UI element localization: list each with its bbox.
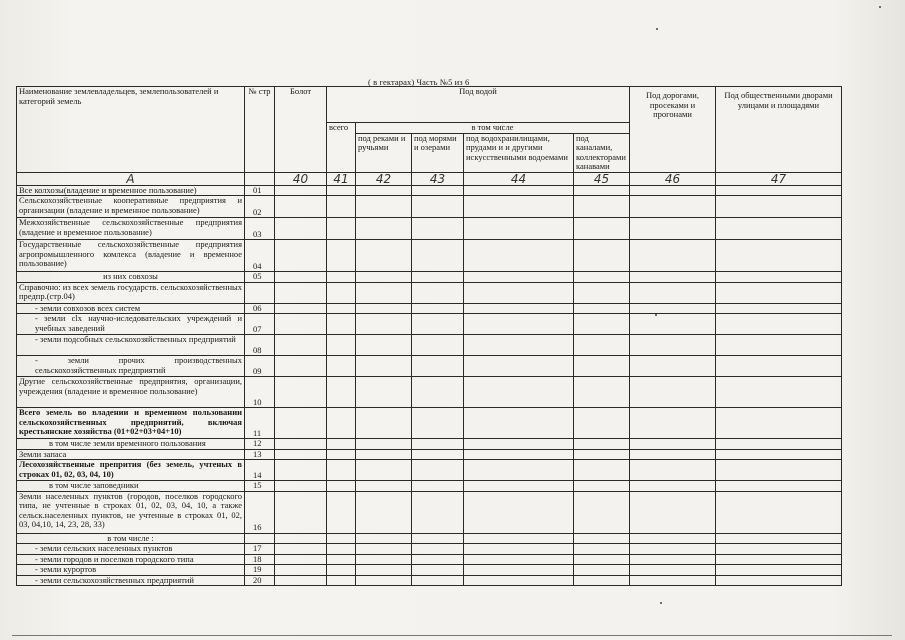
column-number: 45 (574, 172, 630, 185)
data-cell[interactable] (412, 218, 464, 240)
data-cell[interactable] (716, 481, 842, 492)
row-label: Земли населенных пунктов (городов, поселков городского типа, не учтенные в строках 01, 02, 03, 04, 10, а также сельск.населенных пунктов, не учтенные в строках 01, 02, 03, 04,10, 14, 23, 28, 33) (17, 491, 245, 533)
header-row-number: № стр (245, 87, 275, 173)
data-cell[interactable] (356, 449, 412, 460)
data-cell[interactable] (327, 196, 356, 218)
data-cell[interactable] (716, 282, 842, 303)
row-label: Всего земель во владении и временном пользовании сельскохозяйственных предприятий, включая крестьянские хозяйства (01+02+03+04+10) (17, 408, 245, 439)
data-cell[interactable] (716, 533, 842, 544)
row-code: 02 (245, 196, 275, 218)
column-number: 43 (412, 172, 464, 185)
data-cell[interactable] (464, 449, 574, 460)
row-label: Сельскохозяйственные кооперативные предприятия и организации (владение и временное пользование) (17, 196, 245, 218)
header-reservoirs: под водохранилищами, прудами и и другими искусственными водоемами (464, 133, 574, 172)
data-cell[interactable] (464, 335, 574, 356)
data-cell[interactable] (630, 575, 716, 586)
data-cell[interactable] (716, 575, 842, 586)
data-cell[interactable] (574, 196, 630, 218)
data-cell[interactable] (412, 439, 464, 450)
row-code: 07 (245, 314, 275, 335)
data-cell[interactable] (574, 356, 630, 377)
data-cell[interactable] (464, 314, 574, 335)
row-label: - земли подсобных сельскохозяйственных предприятий (17, 335, 245, 356)
data-cell[interactable] (630, 491, 716, 533)
data-cell[interactable] (464, 533, 574, 544)
data-cell[interactable] (574, 575, 630, 586)
column-number: А (17, 172, 245, 185)
data-cell[interactable] (630, 439, 716, 450)
row-label: Другие сельскохозяйственные предприятия, организации, учреждения (владение и временное пользование) (17, 377, 245, 408)
data-cell[interactable] (716, 491, 842, 533)
data-cell[interactable] (574, 449, 630, 460)
row-label: в том числе земли временного пользования (17, 439, 245, 450)
table-row (17, 196, 842, 218)
data-cell[interactable] (574, 282, 630, 303)
data-cell[interactable] (574, 439, 630, 450)
data-cell[interactable] (275, 240, 327, 272)
data-cell[interactable] (327, 575, 356, 586)
column-number-row (17, 172, 842, 185)
row-code: 05 (245, 272, 275, 283)
table-row (17, 303, 842, 314)
data-cell[interactable] (464, 544, 574, 555)
data-cell[interactable] (464, 460, 574, 481)
data-cell[interactable] (412, 575, 464, 586)
data-cell[interactable] (574, 408, 630, 439)
row-code (245, 533, 275, 544)
data-cell[interactable] (327, 240, 356, 272)
data-cell[interactable] (412, 533, 464, 544)
data-cell[interactable] (275, 218, 327, 240)
column-number: 40 (275, 172, 327, 185)
data-cell[interactable] (630, 554, 716, 565)
data-cell[interactable] (464, 565, 574, 576)
data-cell[interactable] (356, 185, 412, 196)
column-number: 42 (356, 172, 412, 185)
header-rivers: под реками и ручьями (356, 133, 412, 172)
table-row (17, 575, 842, 586)
data-cell[interactable] (327, 356, 356, 377)
table-row (17, 533, 842, 544)
data-cell[interactable] (716, 218, 842, 240)
data-cell[interactable] (412, 240, 464, 272)
row-code: 16 (245, 491, 275, 533)
data-cell[interactable] (356, 377, 412, 408)
row-code: 08 (245, 335, 275, 356)
data-cell[interactable] (327, 282, 356, 303)
data-cell[interactable] (464, 185, 574, 196)
table-row (17, 282, 842, 303)
data-cell[interactable] (464, 481, 574, 492)
data-cell[interactable] (275, 377, 327, 408)
data-cell[interactable] (464, 575, 574, 586)
data-cell[interactable] (716, 314, 842, 335)
data-cell[interactable] (574, 533, 630, 544)
data-cell[interactable] (412, 272, 464, 283)
header-including: в том числе (356, 123, 630, 134)
land-statistics-table (16, 86, 842, 586)
data-cell[interactable] (716, 185, 842, 196)
data-cell[interactable] (630, 303, 716, 314)
data-cell[interactable] (327, 314, 356, 335)
table-row (17, 491, 842, 533)
data-cell[interactable] (630, 272, 716, 283)
data-cell[interactable] (630, 449, 716, 460)
data-cell[interactable] (630, 481, 716, 492)
table-row (17, 481, 842, 492)
row-code: 18 (245, 554, 275, 565)
data-cell[interactable] (630, 335, 716, 356)
data-cell[interactable] (327, 460, 356, 481)
data-cell[interactable] (275, 460, 327, 481)
row-label: - земли курортов (17, 565, 245, 576)
data-cell[interactable] (412, 554, 464, 565)
data-cell[interactable] (356, 554, 412, 565)
data-cell[interactable] (412, 544, 464, 555)
row-label: - земли прочих производственных сельскохозяйственных предприятий (17, 356, 245, 377)
data-cell[interactable] (327, 185, 356, 196)
row-label: - земли городов и поселков городского типа (17, 554, 245, 565)
column-number: 44 (464, 172, 574, 185)
data-cell[interactable] (716, 335, 842, 356)
data-cell[interactable] (464, 218, 574, 240)
data-cell[interactable] (275, 565, 327, 576)
data-cell[interactable] (327, 481, 356, 492)
data-cell[interactable] (574, 554, 630, 565)
row-code: 11 (245, 408, 275, 439)
data-cell[interactable] (464, 196, 574, 218)
row-code: 19 (245, 565, 275, 576)
header-under-water: Под водой (327, 87, 630, 123)
data-cell[interactable] (327, 439, 356, 450)
row-code: 04 (245, 240, 275, 272)
data-cell[interactable] (275, 575, 327, 586)
data-cell[interactable] (275, 303, 327, 314)
data-cell[interactable] (327, 544, 356, 555)
table-row (17, 240, 842, 272)
row-label: Государственные сельскохозяйственные предприятия агропромышленного комлекса (владение и временное пользование) (17, 240, 245, 272)
table-row (17, 408, 842, 439)
data-cell[interactable] (275, 196, 327, 218)
row-label: в том числе заповедники (17, 481, 245, 492)
header-swamp: Болот (275, 87, 327, 173)
data-cell[interactable] (716, 565, 842, 576)
data-cell[interactable] (412, 185, 464, 196)
column-number (245, 172, 275, 185)
data-cell[interactable] (574, 377, 630, 408)
row-label: в том числе : (17, 533, 245, 544)
data-cell[interactable] (356, 565, 412, 576)
data-cell[interactable] (327, 533, 356, 544)
data-cell[interactable] (356, 533, 412, 544)
row-code: 20 (245, 575, 275, 586)
data-cell[interactable] (464, 554, 574, 565)
data-cell[interactable] (275, 533, 327, 544)
row-code: 01 (245, 185, 275, 196)
data-cell[interactable] (574, 218, 630, 240)
data-cell[interactable] (574, 314, 630, 335)
row-label: - земли совхозов всех систем (17, 303, 245, 314)
row-label: Земли запаса (17, 449, 245, 460)
data-cell[interactable] (275, 272, 327, 283)
table-row (17, 377, 842, 408)
header-water-total: всего (327, 123, 356, 173)
data-cell[interactable] (630, 196, 716, 218)
table-row (17, 218, 842, 240)
data-cell[interactable] (574, 491, 630, 533)
row-label: - земли сlx научно-иследовательских учреждений и учебных заведений (17, 314, 245, 335)
data-cell[interactable] (275, 185, 327, 196)
data-cell[interactable] (630, 218, 716, 240)
data-cell[interactable] (327, 218, 356, 240)
data-cell[interactable] (356, 544, 412, 555)
row-label: Лесохозяйственные препрития (без земель, учтеных в строках 01, 02, 03, 04, 10) (17, 460, 245, 481)
data-cell[interactable] (327, 272, 356, 283)
data-cell[interactable] (716, 196, 842, 218)
header-seas: под морями и озерами (412, 133, 464, 172)
data-cell[interactable] (412, 282, 464, 303)
row-code: 12 (245, 439, 275, 450)
data-cell[interactable] (275, 356, 327, 377)
data-cell[interactable] (716, 240, 842, 272)
data-cell[interactable] (356, 272, 412, 283)
table-row (17, 185, 842, 196)
table-row (17, 460, 842, 481)
data-cell[interactable] (356, 314, 412, 335)
column-number: 47 (716, 172, 842, 185)
table-row (17, 544, 842, 555)
data-cell[interactable] (464, 408, 574, 439)
data-cell[interactable] (356, 408, 412, 439)
data-cell[interactable] (327, 377, 356, 408)
data-cell[interactable] (275, 481, 327, 492)
data-cell[interactable] (574, 272, 630, 283)
data-cell[interactable] (464, 303, 574, 314)
data-cell[interactable] (630, 460, 716, 481)
data-cell[interactable] (716, 408, 842, 439)
row-label: - земли сельскохозяйственных предприятий (17, 575, 245, 586)
data-cell[interactable] (327, 449, 356, 460)
data-cell[interactable] (356, 356, 412, 377)
data-cell[interactable] (412, 481, 464, 492)
data-cell[interactable] (356, 303, 412, 314)
data-cell[interactable] (275, 282, 327, 303)
table-row (17, 565, 842, 576)
row-code: 09 (245, 356, 275, 377)
data-cell[interactable] (356, 481, 412, 492)
data-cell[interactable] (356, 218, 412, 240)
data-cell[interactable] (574, 303, 630, 314)
data-cell[interactable] (716, 377, 842, 408)
data-cell[interactable] (412, 314, 464, 335)
data-cell[interactable] (412, 408, 464, 439)
data-cell[interactable] (630, 282, 716, 303)
data-cell[interactable] (574, 565, 630, 576)
data-cell[interactable] (356, 460, 412, 481)
header-canals: под каналами, коллекторами канавами (574, 133, 630, 172)
data-cell[interactable] (464, 240, 574, 272)
data-cell[interactable] (464, 491, 574, 533)
row-code (245, 282, 275, 303)
row-code: 10 (245, 377, 275, 408)
table-row (17, 356, 842, 377)
data-cell[interactable] (412, 303, 464, 314)
data-cell[interactable] (412, 491, 464, 533)
column-number: 41 (327, 172, 356, 185)
data-cell[interactable] (275, 408, 327, 439)
data-cell[interactable] (356, 491, 412, 533)
row-code: 14 (245, 460, 275, 481)
data-cell[interactable] (464, 272, 574, 283)
data-cell[interactable] (574, 240, 630, 272)
data-cell[interactable] (327, 303, 356, 314)
table-row (17, 554, 842, 565)
data-cell[interactable] (275, 449, 327, 460)
data-cell[interactable] (630, 377, 716, 408)
data-cell[interactable] (630, 185, 716, 196)
data-cell[interactable] (275, 554, 327, 565)
data-cell[interactable] (716, 449, 842, 460)
data-cell[interactable] (574, 544, 630, 555)
data-cell[interactable] (356, 240, 412, 272)
table-body (17, 185, 842, 586)
data-cell[interactable] (275, 314, 327, 335)
data-cell[interactable] (716, 544, 842, 555)
data-cell[interactable] (275, 335, 327, 356)
column-number: 46 (630, 172, 716, 185)
data-cell[interactable] (356, 335, 412, 356)
data-cell[interactable] (275, 491, 327, 533)
data-cell[interactable] (574, 335, 630, 356)
data-cell[interactable] (464, 439, 574, 450)
data-cell[interactable] (412, 196, 464, 218)
data-cell[interactable] (630, 533, 716, 544)
data-cell[interactable] (464, 282, 574, 303)
row-label: - земли сельских населенных пунктов (17, 544, 245, 555)
data-cell[interactable] (464, 356, 574, 377)
data-cell[interactable] (630, 544, 716, 555)
row-code: 03 (245, 218, 275, 240)
data-cell[interactable] (412, 460, 464, 481)
data-cell[interactable] (716, 439, 842, 450)
data-cell[interactable] (275, 439, 327, 450)
row-code: 17 (245, 544, 275, 555)
row-label: Все колхозы(владение и временное пользование) (17, 185, 245, 196)
data-cell[interactable] (716, 356, 842, 377)
data-cell[interactable] (356, 196, 412, 218)
data-cell[interactable] (716, 272, 842, 283)
data-cell[interactable] (327, 554, 356, 565)
data-cell[interactable] (356, 575, 412, 586)
table-row (17, 314, 842, 335)
data-cell[interactable] (412, 335, 464, 356)
data-cell[interactable] (356, 439, 412, 450)
data-cell[interactable] (630, 314, 716, 335)
data-cell[interactable] (464, 377, 574, 408)
table-row (17, 439, 842, 450)
data-cell[interactable] (630, 240, 716, 272)
data-cell[interactable] (574, 460, 630, 481)
data-cell[interactable] (574, 481, 630, 492)
data-cell[interactable] (716, 554, 842, 565)
data-cell[interactable] (574, 185, 630, 196)
data-cell[interactable] (630, 565, 716, 576)
data-cell[interactable] (327, 491, 356, 533)
table-row (17, 272, 842, 283)
row-code: 13 (245, 449, 275, 460)
data-cell[interactable] (327, 565, 356, 576)
header-name-column: Наименование землевладельцев, землепользователей и категорий земель (17, 87, 245, 173)
header-streets: Под общественными дворами улицами и площадями (716, 87, 842, 173)
data-cell[interactable] (327, 408, 356, 439)
data-cell[interactable] (630, 408, 716, 439)
table-row (17, 449, 842, 460)
data-cell[interactable] (356, 282, 412, 303)
data-cell[interactable] (327, 335, 356, 356)
data-cell[interactable] (412, 449, 464, 460)
data-cell[interactable] (412, 565, 464, 576)
data-cell[interactable] (716, 460, 842, 481)
row-label: Справочно: из всех земель государств. сельскохозяйственных предпр.(стр.04) (17, 282, 245, 303)
table-caption: ( в гектарах) Часть №5 из 6 (368, 77, 470, 87)
row-label: из них совхозы (17, 272, 245, 283)
row-code: 06 (245, 303, 275, 314)
data-cell[interactable] (630, 356, 716, 377)
header-roads: Под дорогами, просеками и прогонами (630, 87, 716, 173)
row-code: 15 (245, 481, 275, 492)
data-cell[interactable] (275, 544, 327, 555)
data-cell[interactable] (412, 377, 464, 408)
row-label: Межхозяйственные сельскохозяйственные предприятия (владение и временное пользование) (17, 218, 245, 240)
data-cell[interactable] (412, 356, 464, 377)
data-cell[interactable] (716, 303, 842, 314)
table-row (17, 335, 842, 356)
